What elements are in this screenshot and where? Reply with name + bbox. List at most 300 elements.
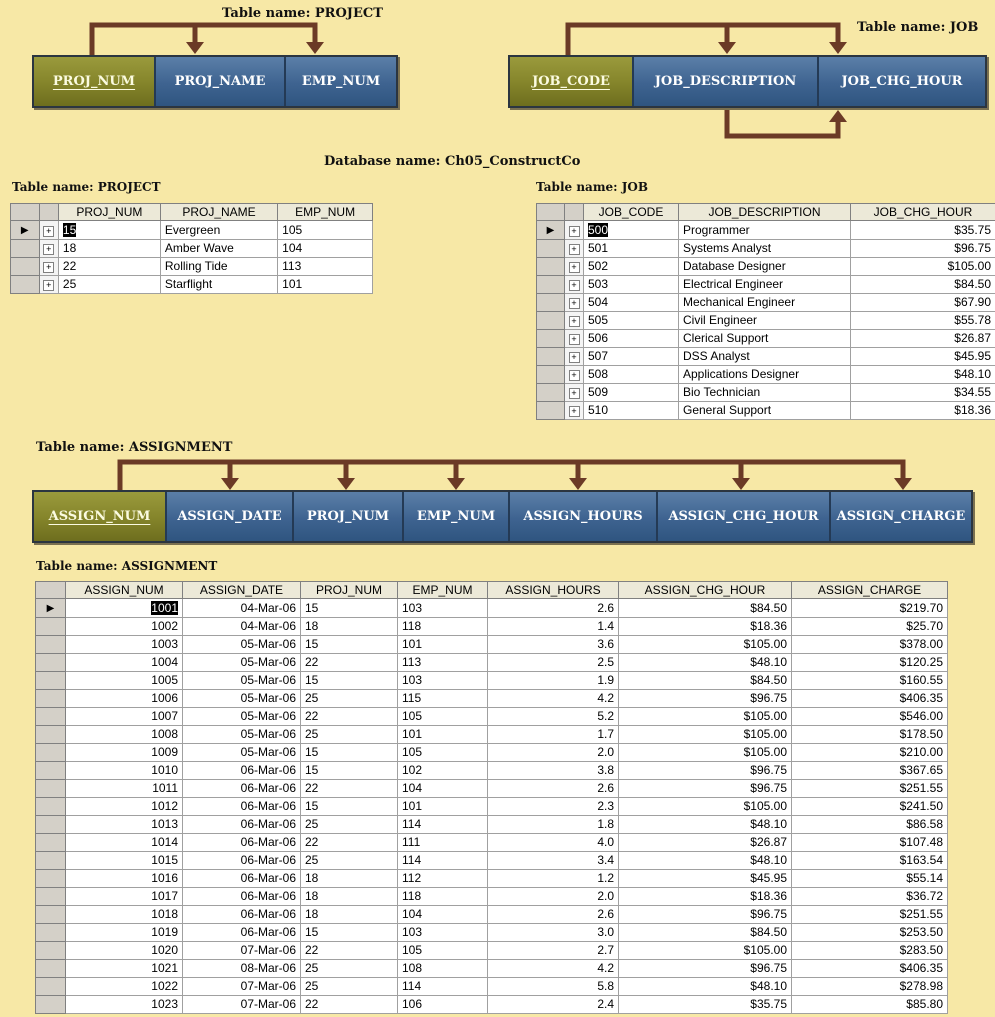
expand-subdatasheet-button[interactable] (565, 366, 584, 384)
cell-assign-num[interactable] (66, 762, 183, 780)
cell-emp-num[interactable] (278, 240, 373, 258)
cell-assign-date[interactable] (183, 870, 301, 888)
record-selector[interactable] (537, 366, 565, 384)
cell-job-chg-hour[interactable] (851, 276, 995, 294)
cell-assign-charge[interactable] (792, 708, 948, 726)
cell-assign-date[interactable] (183, 798, 301, 816)
table-row[interactable] (537, 221, 995, 240)
cell-assign-date[interactable] (183, 780, 301, 798)
cell-assign-date[interactable] (183, 996, 301, 1014)
cell-assign-chg-hour[interactable] (619, 798, 792, 816)
cell-proj-num[interactable] (58, 258, 160, 276)
cell-assign-hours[interactable] (488, 762, 619, 780)
cell-assign-chg-hour[interactable] (619, 816, 792, 834)
cell-job-description[interactable] (679, 221, 851, 240)
table-row[interactable] (36, 906, 948, 924)
record-selector[interactable] (36, 672, 66, 690)
cell-assign-date[interactable] (183, 672, 301, 690)
cell-assign-hours[interactable] (488, 744, 619, 762)
cell-assign-date[interactable] (183, 654, 301, 672)
record-selector-header[interactable] (36, 582, 66, 599)
cell-emp-num[interactable] (398, 599, 488, 618)
cell-emp-num[interactable] (398, 636, 488, 654)
cell-assign-charge[interactable] (792, 654, 948, 672)
cell-emp-num[interactable] (398, 708, 488, 726)
cell-assign-hours[interactable] (488, 780, 619, 798)
col-header-assign-date[interactable]: ASSIGN_DATE (183, 582, 301, 599)
cell-job-code[interactable] (584, 348, 679, 366)
cell-assign-hours[interactable] (488, 960, 619, 978)
record-selector[interactable] (537, 276, 565, 294)
cell-assign-chg-hour[interactable] (619, 618, 792, 636)
col-header-assign-hours[interactable]: ASSIGN_HOURS (488, 582, 619, 599)
cell-emp-num[interactable] (278, 276, 373, 294)
cell-job-description[interactable] (679, 276, 851, 294)
cell-assign-date[interactable] (183, 726, 301, 744)
cell-proj-num[interactable] (301, 834, 398, 852)
cell-assign-num[interactable] (66, 888, 183, 906)
cell-assign-chg-hour[interactable] (619, 762, 792, 780)
cell-emp-num[interactable] (398, 960, 488, 978)
table-row[interactable] (36, 780, 948, 798)
cell-proj-num[interactable] (301, 996, 398, 1014)
record-selector[interactable] (36, 888, 66, 906)
cell-assign-charge[interactable] (792, 924, 948, 942)
cell-job-chg-hour[interactable] (851, 348, 995, 366)
cell-assign-chg-hour[interactable] (619, 690, 792, 708)
table-row[interactable] (537, 258, 995, 276)
col-header-job-description[interactable]: JOB_DESCRIPTION (679, 204, 851, 221)
cell-assign-hours[interactable] (488, 978, 619, 996)
cell-assign-hours[interactable] (488, 852, 619, 870)
table-row[interactable] (36, 690, 948, 708)
cell-emp-num[interactable] (398, 996, 488, 1014)
cell-assign-hours[interactable] (488, 996, 619, 1014)
cell-job-chg-hour[interactable] (851, 221, 995, 240)
table-row[interactable] (537, 402, 995, 420)
cell-assign-charge[interactable] (792, 672, 948, 690)
expand-subdatasheet-button[interactable] (565, 402, 584, 420)
cell-assign-hours[interactable] (488, 942, 619, 960)
cell-job-description[interactable] (679, 258, 851, 276)
cell-assign-charge[interactable] (792, 996, 948, 1014)
cell-job-code[interactable] (584, 240, 679, 258)
cell-assign-date[interactable] (183, 906, 301, 924)
cell-assign-chg-hour[interactable] (619, 780, 792, 798)
table-row[interactable] (36, 798, 948, 816)
cell-job-description[interactable] (679, 294, 851, 312)
cell-assign-num[interactable] (66, 599, 183, 618)
cell-emp-num[interactable] (398, 942, 488, 960)
cell-assign-date[interactable] (183, 636, 301, 654)
record-selector-header[interactable] (537, 204, 565, 221)
cell-assign-num[interactable] (66, 924, 183, 942)
cell-assign-num[interactable] (66, 654, 183, 672)
table-row[interactable] (537, 384, 995, 402)
table-row[interactable] (36, 888, 948, 906)
cell-emp-num[interactable] (398, 888, 488, 906)
cell-assign-charge[interactable] (792, 816, 948, 834)
cell-assign-num[interactable] (66, 942, 183, 960)
cell-assign-charge[interactable] (792, 798, 948, 816)
record-selector[interactable] (36, 599, 66, 618)
record-selector[interactable] (36, 708, 66, 726)
table-row[interactable] (36, 960, 948, 978)
expand-subdatasheet-button[interactable] (39, 240, 58, 258)
cell-proj-num[interactable] (301, 780, 398, 798)
expand-subdatasheet-button[interactable] (565, 240, 584, 258)
cell-assign-hours[interactable] (488, 816, 619, 834)
cell-job-code[interactable] (584, 294, 679, 312)
cell-job-code[interactable] (584, 276, 679, 294)
cell-assign-charge[interactable] (792, 834, 948, 852)
cell-assign-date[interactable] (183, 942, 301, 960)
table-row[interactable] (36, 996, 948, 1014)
cell-assign-charge[interactable] (792, 744, 948, 762)
cell-assign-chg-hour[interactable] (619, 672, 792, 690)
record-selector[interactable] (36, 762, 66, 780)
expand-subdatasheet-button[interactable] (565, 276, 584, 294)
cell-assign-num[interactable] (66, 708, 183, 726)
cell-assign-date[interactable] (183, 978, 301, 996)
record-selector[interactable] (36, 924, 66, 942)
cell-assign-chg-hour[interactable] (619, 906, 792, 924)
cell-assign-hours[interactable] (488, 834, 619, 852)
cell-assign-num[interactable] (66, 636, 183, 654)
cell-assign-hours[interactable] (488, 906, 619, 924)
table-row[interactable] (36, 924, 948, 942)
expand-subdatasheet-button[interactable] (39, 258, 58, 276)
record-selector[interactable] (36, 870, 66, 888)
expand-subdatasheet-button[interactable] (565, 312, 584, 330)
cell-assign-num[interactable] (66, 798, 183, 816)
cell-assign-num[interactable] (66, 996, 183, 1014)
cell-emp-num[interactable] (398, 870, 488, 888)
table-row[interactable] (537, 240, 995, 258)
record-selector[interactable] (537, 221, 565, 240)
cell-job-code[interactable] (584, 330, 679, 348)
cell-job-description[interactable] (679, 240, 851, 258)
cell-assign-date[interactable] (183, 618, 301, 636)
cell-assign-charge[interactable] (792, 888, 948, 906)
cell-assign-chg-hour[interactable] (619, 708, 792, 726)
table-row[interactable] (11, 221, 373, 240)
cell-job-code[interactable] (584, 366, 679, 384)
cell-job-code[interactable] (584, 258, 679, 276)
cell-assign-chg-hour[interactable] (619, 834, 792, 852)
cell-job-code[interactable] (584, 384, 679, 402)
expand-subdatasheet-button[interactable] (39, 221, 58, 240)
col-header-proj-name[interactable]: PROJ_NAME (160, 204, 277, 221)
cell-assign-charge[interactable] (792, 978, 948, 996)
cell-assign-hours[interactable] (488, 690, 619, 708)
cell-assign-num[interactable] (66, 690, 183, 708)
cell-assign-charge[interactable] (792, 780, 948, 798)
table-row[interactable] (36, 762, 948, 780)
cell-emp-num[interactable] (398, 690, 488, 708)
table-row[interactable] (36, 744, 948, 762)
cell-proj-num[interactable] (301, 599, 398, 618)
cell-emp-num[interactable] (398, 816, 488, 834)
cell-proj-num[interactable] (301, 672, 398, 690)
cell-proj-num[interactable] (301, 708, 398, 726)
cell-job-description[interactable] (679, 312, 851, 330)
cell-assign-charge[interactable] (792, 960, 948, 978)
cell-proj-num[interactable] (301, 888, 398, 906)
cell-assign-date[interactable] (183, 762, 301, 780)
cell-assign-charge[interactable] (792, 870, 948, 888)
record-selector[interactable] (36, 906, 66, 924)
expand-subdatasheet-button[interactable] (565, 384, 584, 402)
cell-assign-num[interactable] (66, 960, 183, 978)
cell-emp-num[interactable] (398, 618, 488, 636)
table-row[interactable] (36, 636, 948, 654)
cell-job-chg-hour[interactable] (851, 366, 995, 384)
record-selector[interactable] (36, 798, 66, 816)
cell-emp-num[interactable] (398, 834, 488, 852)
table-row[interactable] (11, 258, 373, 276)
table-row[interactable] (537, 366, 995, 384)
cell-emp-num[interactable] (398, 744, 488, 762)
cell-assign-charge[interactable] (792, 690, 948, 708)
cell-assign-hours[interactable] (488, 599, 619, 618)
table-row[interactable] (36, 654, 948, 672)
record-selector[interactable] (11, 276, 40, 294)
cell-assign-charge[interactable] (792, 726, 948, 744)
record-selector[interactable] (537, 330, 565, 348)
cell-assign-chg-hour[interactable] (619, 654, 792, 672)
cell-assign-date[interactable] (183, 816, 301, 834)
table-row[interactable] (537, 294, 995, 312)
col-header-job-chg-hour[interactable]: JOB_CHG_HOUR (851, 204, 995, 221)
record-selector[interactable] (11, 221, 40, 240)
cell-assign-num[interactable] (66, 618, 183, 636)
record-selector[interactable] (11, 240, 40, 258)
record-selector-header[interactable] (11, 204, 40, 221)
record-selector[interactable] (36, 834, 66, 852)
record-selector[interactable] (36, 690, 66, 708)
record-selector[interactable] (537, 348, 565, 366)
cell-proj-num[interactable] (301, 726, 398, 744)
record-selector[interactable] (537, 312, 565, 330)
table-row[interactable] (36, 672, 948, 690)
table-row[interactable] (36, 942, 948, 960)
table-row[interactable] (36, 708, 948, 726)
cell-assign-charge[interactable] (792, 942, 948, 960)
record-selector[interactable] (537, 384, 565, 402)
record-selector[interactable] (11, 258, 40, 276)
cell-assign-date[interactable] (183, 834, 301, 852)
col-header-emp-num[interactable]: EMP_NUM (278, 204, 373, 221)
cell-proj-name[interactable] (160, 240, 277, 258)
cell-emp-num[interactable] (398, 780, 488, 798)
cell-assign-hours[interactable] (488, 672, 619, 690)
cell-assign-chg-hour[interactable] (619, 888, 792, 906)
cell-job-chg-hour[interactable] (851, 312, 995, 330)
cell-job-chg-hour[interactable] (851, 240, 995, 258)
cell-proj-num[interactable] (301, 906, 398, 924)
cell-emp-num[interactable] (398, 762, 488, 780)
cell-proj-num[interactable] (58, 221, 160, 240)
expand-subdatasheet-button[interactable] (565, 258, 584, 276)
cell-assign-charge[interactable] (792, 852, 948, 870)
cell-assign-date[interactable] (183, 690, 301, 708)
cell-job-description[interactable] (679, 384, 851, 402)
cell-assign-num[interactable] (66, 780, 183, 798)
table-row[interactable] (36, 816, 948, 834)
record-selector[interactable] (36, 852, 66, 870)
cell-assign-chg-hour[interactable] (619, 942, 792, 960)
cell-job-code[interactable] (584, 402, 679, 420)
table-row[interactable] (36, 834, 948, 852)
cell-assign-date[interactable] (183, 960, 301, 978)
cell-proj-num[interactable] (301, 924, 398, 942)
table-row[interactable] (537, 330, 995, 348)
cell-proj-num[interactable] (301, 762, 398, 780)
cell-assign-date[interactable] (183, 924, 301, 942)
cell-assign-hours[interactable] (488, 618, 619, 636)
cell-emp-num[interactable] (398, 924, 488, 942)
cell-assign-num[interactable] (66, 672, 183, 690)
cell-assign-hours[interactable] (488, 726, 619, 744)
cell-proj-num[interactable] (301, 654, 398, 672)
cell-assign-chg-hour[interactable] (619, 870, 792, 888)
cell-proj-num[interactable] (301, 744, 398, 762)
cell-proj-name[interactable] (160, 258, 277, 276)
cell-job-chg-hour[interactable] (851, 294, 995, 312)
cell-proj-num[interactable] (58, 240, 160, 258)
cell-assign-chg-hour[interactable] (619, 924, 792, 942)
cell-assign-date[interactable] (183, 852, 301, 870)
cell-assign-date[interactable] (183, 708, 301, 726)
cell-assign-date[interactable] (183, 888, 301, 906)
cell-assign-chg-hour[interactable] (619, 996, 792, 1014)
cell-proj-num[interactable] (301, 690, 398, 708)
record-selector[interactable] (537, 240, 565, 258)
cell-assign-num[interactable] (66, 852, 183, 870)
cell-assign-num[interactable] (66, 906, 183, 924)
cell-job-chg-hour[interactable] (851, 384, 995, 402)
cell-job-description[interactable] (679, 348, 851, 366)
col-header-emp-num[interactable]: EMP_NUM (398, 582, 488, 599)
cell-emp-num[interactable] (398, 672, 488, 690)
table-row[interactable] (36, 599, 948, 618)
cell-assign-chg-hour[interactable] (619, 599, 792, 618)
col-header-assign-num[interactable]: ASSIGN_NUM (66, 582, 183, 599)
cell-assign-chg-hour[interactable] (619, 636, 792, 654)
expand-subdatasheet-button[interactable] (39, 276, 58, 294)
cell-assign-num[interactable] (66, 870, 183, 888)
record-selector[interactable] (36, 780, 66, 798)
cell-assign-num[interactable] (66, 978, 183, 996)
table-row[interactable] (537, 348, 995, 366)
cell-assign-date[interactable] (183, 744, 301, 762)
cell-assign-num[interactable] (66, 744, 183, 762)
cell-job-code[interactable] (584, 312, 679, 330)
record-selector[interactable] (36, 726, 66, 744)
cell-emp-num[interactable] (278, 258, 373, 276)
cell-assign-hours[interactable] (488, 870, 619, 888)
record-selector[interactable] (36, 654, 66, 672)
cell-job-chg-hour[interactable] (851, 258, 995, 276)
record-selector[interactable] (36, 636, 66, 654)
record-selector[interactable] (36, 996, 66, 1014)
col-header-assign-chg-hour[interactable]: ASSIGN_CHG_HOUR (619, 582, 792, 599)
cell-assign-chg-hour[interactable] (619, 744, 792, 762)
cell-job-description[interactable] (679, 366, 851, 384)
cell-job-chg-hour[interactable] (851, 330, 995, 348)
cell-proj-num[interactable] (301, 978, 398, 996)
record-selector[interactable] (36, 816, 66, 834)
cell-assign-charge[interactable] (792, 906, 948, 924)
cell-emp-num[interactable] (398, 798, 488, 816)
cell-job-description[interactable] (679, 402, 851, 420)
cell-assign-hours[interactable] (488, 888, 619, 906)
col-header-job-code[interactable]: JOB_CODE (584, 204, 679, 221)
table-row[interactable] (36, 618, 948, 636)
cell-assign-chg-hour[interactable] (619, 960, 792, 978)
col-header-proj-num[interactable]: PROJ_NUM (301, 582, 398, 599)
cell-assign-charge[interactable] (792, 599, 948, 618)
record-selector[interactable] (537, 294, 565, 312)
cell-assign-hours[interactable] (488, 708, 619, 726)
cell-assign-num[interactable] (66, 816, 183, 834)
cell-assign-hours[interactable] (488, 798, 619, 816)
record-selector[interactable] (537, 402, 565, 420)
cell-job-code[interactable] (584, 221, 679, 240)
table-row[interactable] (36, 852, 948, 870)
cell-emp-num[interactable] (278, 221, 373, 240)
table-row[interactable] (537, 276, 995, 294)
cell-assign-chg-hour[interactable] (619, 978, 792, 996)
expand-subdatasheet-button[interactable] (565, 221, 584, 240)
record-selector[interactable] (36, 618, 66, 636)
cell-proj-num[interactable] (301, 816, 398, 834)
cell-proj-name[interactable] (160, 276, 277, 294)
record-selector[interactable] (537, 258, 565, 276)
cell-assign-num[interactable] (66, 834, 183, 852)
cell-assign-num[interactable] (66, 726, 183, 744)
cell-assign-charge[interactable] (792, 618, 948, 636)
cell-proj-num[interactable] (301, 960, 398, 978)
table-row[interactable] (537, 312, 995, 330)
cell-proj-num[interactable] (301, 870, 398, 888)
cell-emp-num[interactable] (398, 906, 488, 924)
col-header-proj-num[interactable]: PROJ_NUM (58, 204, 160, 221)
cell-job-chg-hour[interactable] (851, 402, 995, 420)
cell-emp-num[interactable] (398, 654, 488, 672)
cell-assign-chg-hour[interactable] (619, 852, 792, 870)
table-row[interactable] (36, 978, 948, 996)
expand-subdatasheet-button[interactable] (565, 348, 584, 366)
record-selector[interactable] (36, 960, 66, 978)
cell-proj-num[interactable] (301, 618, 398, 636)
cell-job-description[interactable] (679, 330, 851, 348)
expand-subdatasheet-button[interactable] (565, 330, 584, 348)
cell-emp-num[interactable] (398, 726, 488, 744)
expand-subdatasheet-button[interactable] (565, 294, 584, 312)
record-selector[interactable] (36, 942, 66, 960)
cell-assign-chg-hour[interactable] (619, 726, 792, 744)
cell-proj-num[interactable] (301, 852, 398, 870)
cell-proj-name[interactable] (160, 221, 277, 240)
cell-proj-num[interactable] (301, 636, 398, 654)
table-row[interactable] (36, 870, 948, 888)
cell-proj-num[interactable] (301, 798, 398, 816)
table-row[interactable] (11, 240, 373, 258)
cell-assign-hours[interactable] (488, 924, 619, 942)
col-header-assign-charge[interactable]: ASSIGN_CHARGE (792, 582, 948, 599)
